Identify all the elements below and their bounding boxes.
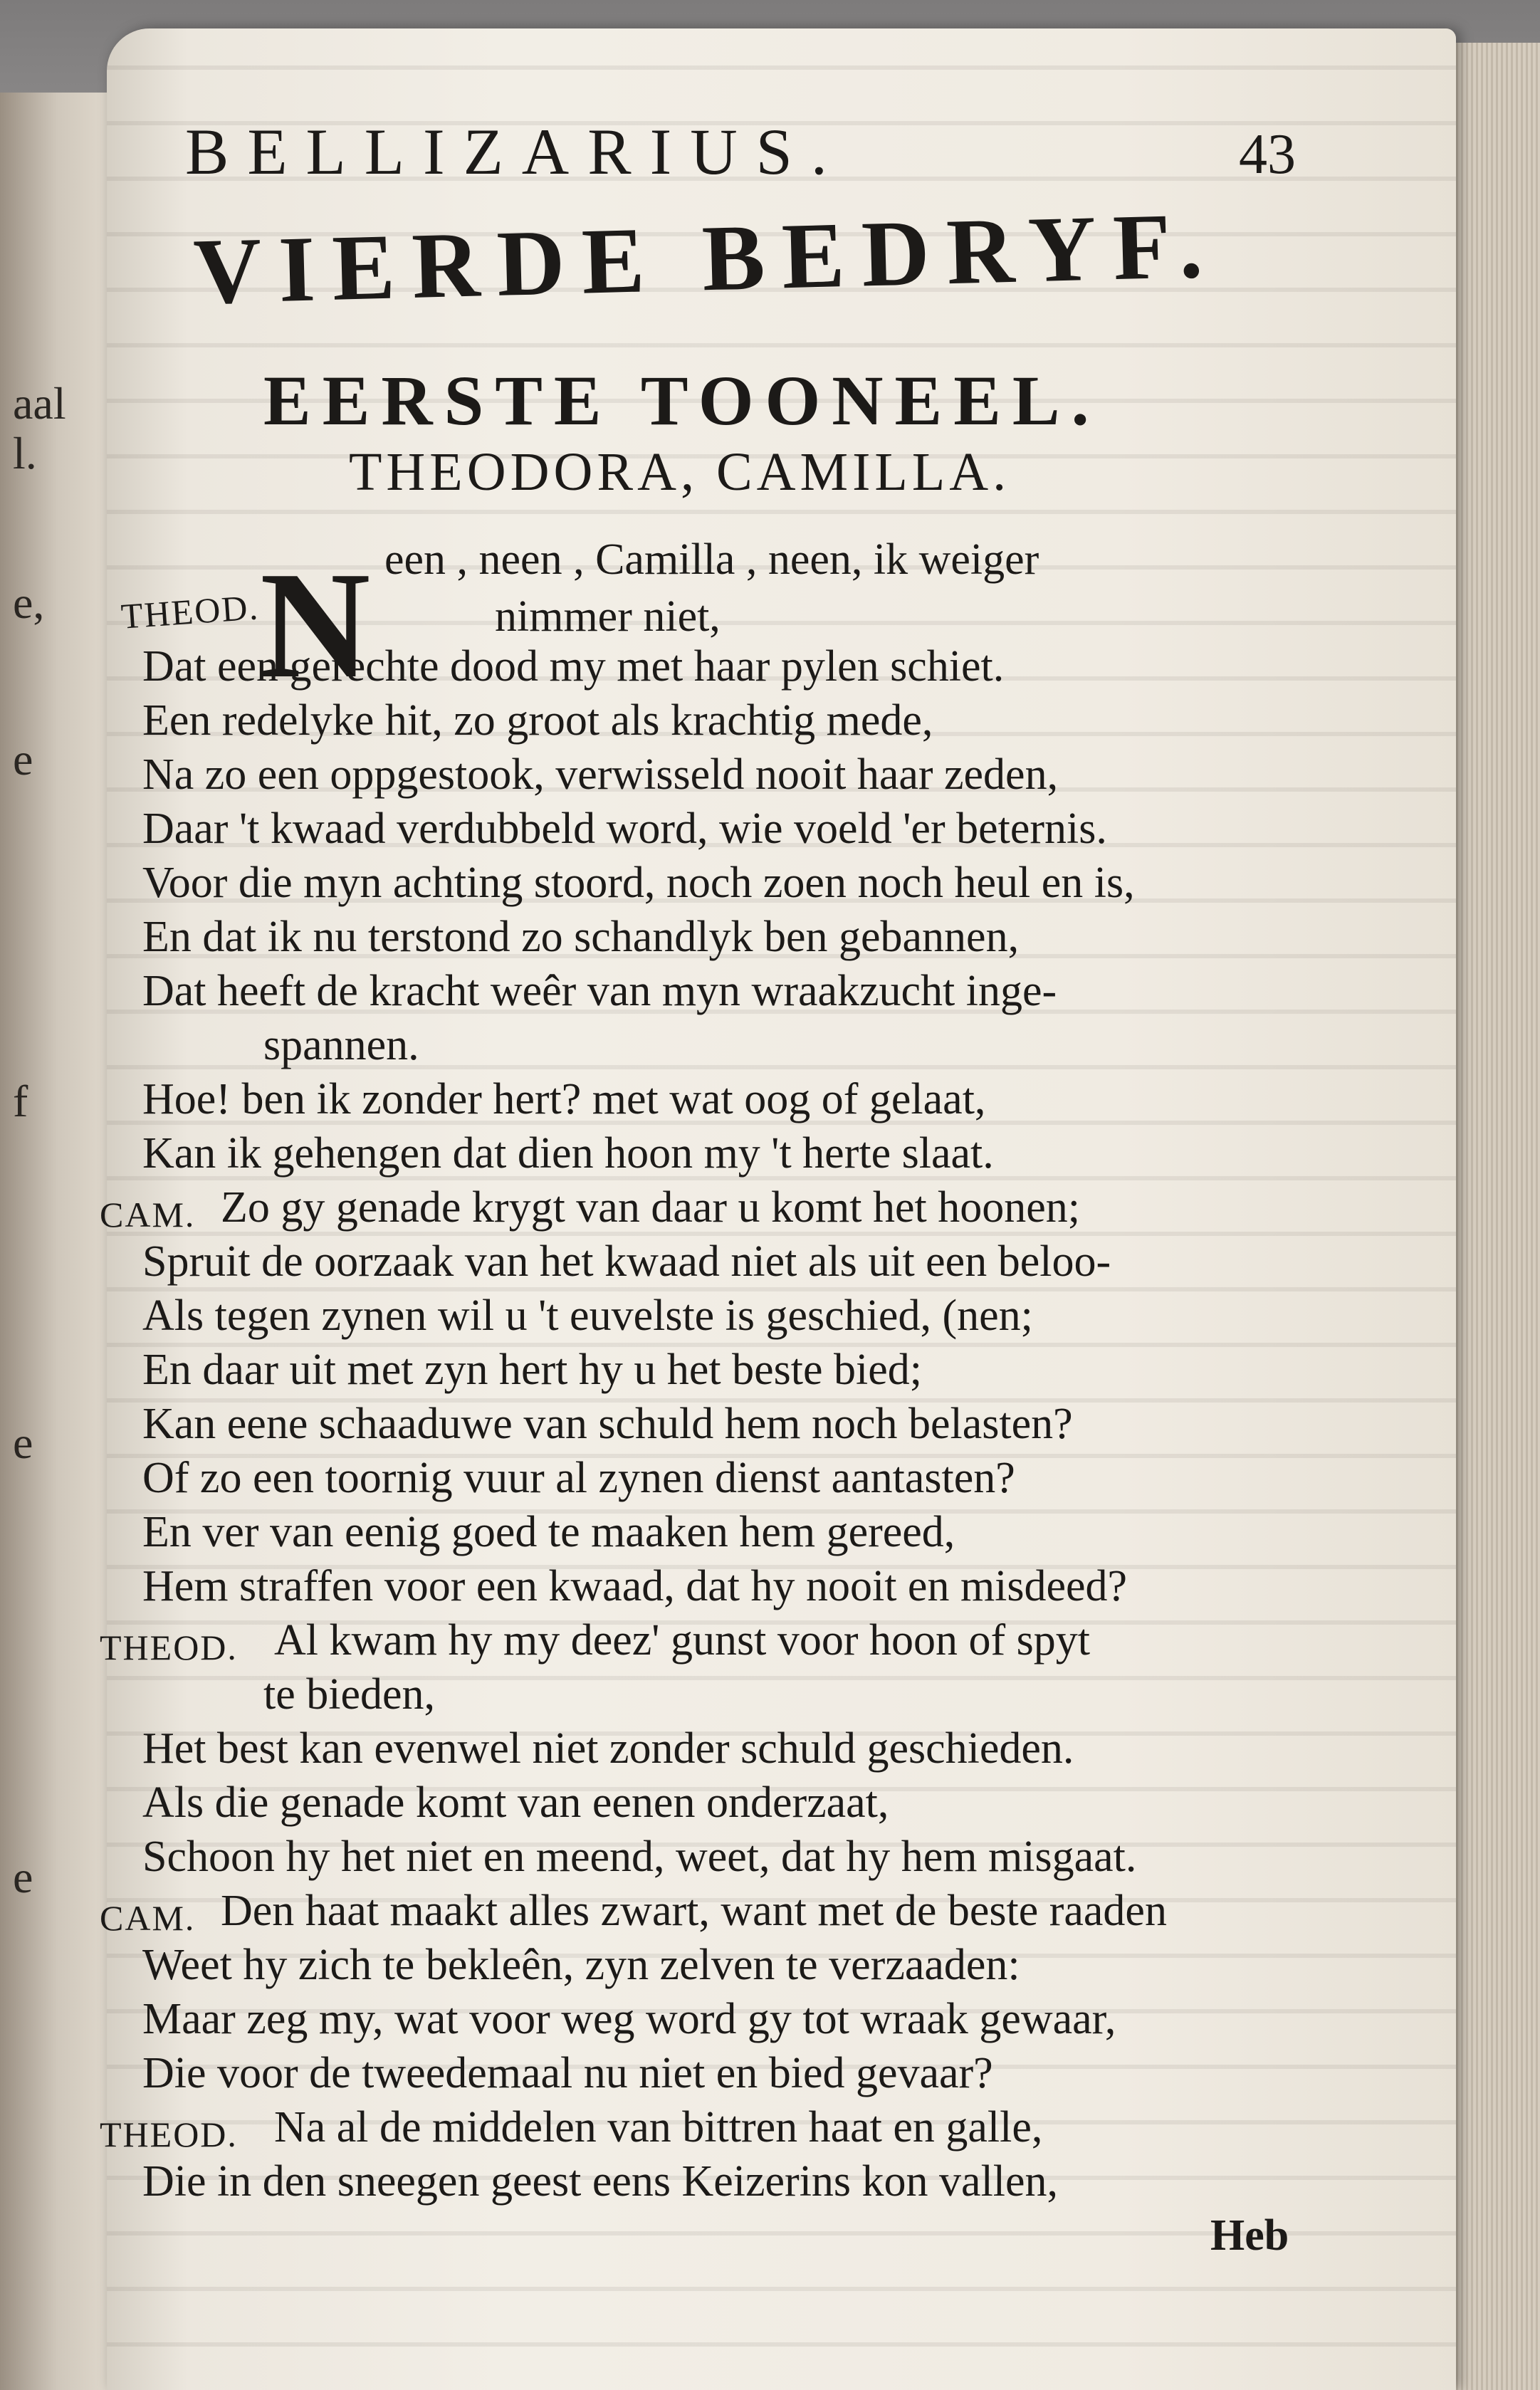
act-title: VIERDE BEDRYF. [192, 192, 1221, 324]
verse-line: Als tegen zynen wil u 't euvelste is geschied, (nen; [142, 1291, 1033, 1340]
left-page-fragment: e [13, 1852, 33, 1902]
verse-line: Een redelyke hit, zo groot als krachtig mede, [142, 696, 933, 745]
speaker-label: CAM. [100, 1195, 196, 1235]
verse-line: Spruit de oorzaak van het kwaad niet als uit een beloo- [142, 1237, 1111, 1286]
scene-title: EERSTE TOONEEL. [263, 361, 1101, 440]
verse-line: een , neen , Camilla , neen, ik weiger [384, 535, 1039, 584]
verse-line: Na al de middelen van bittren haat en galle, [274, 2103, 1043, 2151]
drop-cap: N [260, 540, 371, 710]
verse-line: Dat een gerechte dood my met haar pylen schiet. [142, 642, 1005, 691]
verse-line: te bieden, [263, 1670, 436, 1719]
speaker-label: THEOD. [100, 1628, 238, 1667]
catchword: Heb [1210, 2211, 1289, 2260]
left-page-fragment: e [13, 1417, 33, 1468]
verse-line: Die in den sneegen geest eens Keizerins kon vallen, [142, 2157, 1059, 2206]
verse-line: Hoe! ben ik zonder hert? met wat oog of gelaat, [142, 1075, 986, 1123]
verse-line: Al kwam hy my deez' gunst voor hoon of spyt [274, 1616, 1090, 1665]
speaker-label: THEOD. [120, 587, 261, 636]
verse-line: Als die genade komt van eenen onderzaat, [142, 1778, 889, 1827]
page-number: 43 [1239, 123, 1296, 186]
verse-line: Na zo een oppgestook, verwisseld nooit haar zeden, [142, 750, 1059, 799]
speaker-label: THEOD. [100, 2114, 238, 2154]
verse-line: Kan ik gehengen dat dien hoon my 't herte slaat. [142, 1129, 994, 1178]
verse-line: Zo gy genade krygt van daar u komt het hoonen; [221, 1183, 1080, 1232]
left-page-fragment: f [13, 1076, 28, 1126]
left-page-fragment: e, [13, 577, 45, 628]
left-page-fragment: l. [13, 428, 37, 478]
verse-line: Daar 't kwaad verdubbeld word, wie voeld 'er beternis. [142, 804, 1107, 853]
verse-line: spannen. [263, 1021, 419, 1069]
verse-line: Kan eene schaaduwe van schuld hem noch belasten? [142, 1400, 1073, 1448]
verse-line: Weet hy zich te bekleên, zyn zelven te verzaaden: [142, 1941, 1020, 1989]
character-list: THEODORA, CAMILLA. [349, 442, 1011, 502]
verse-line: Hem straffen voor een kwaad, dat hy nooit en misdeed? [142, 1562, 1128, 1610]
verse-line: Voor die myn achting stoord, noch zoen noch heul en is, [142, 859, 1135, 907]
verse-line: Dat heeft de kracht weêr van myn wraakzucht inge- [142, 967, 1057, 1015]
left-page-fragment: e [13, 734, 33, 785]
left-page-fragment: aal [13, 378, 66, 429]
verse-line: En ver van eenig goed te maaken hem gereed, [142, 1508, 955, 1556]
running-head: BELLIZARIUS. [185, 115, 846, 188]
verse-line: En dat ik nu terstond zo schandlyk ben gebannen, [142, 913, 1020, 961]
verse-line: Schoon hy het niet en meend, weet, dat hy hem misgaat. [142, 1833, 1137, 1881]
verse-line: Of zo een toornig vuur al zynen dienst aantasten? [142, 1454, 1015, 1502]
verse-line: Het best kan evenwel niet zonder schuld geschieden. [142, 1724, 1074, 1773]
verse-line: Maar zeg my, wat voor weg word gy tot wraak gewaar, [142, 1995, 1116, 2043]
speaker-label: CAM. [100, 1898, 196, 1938]
verse-line: nimmer niet, [495, 592, 721, 641]
verse-line: Den haat maakt alles zwart, want met de beste raaden [221, 1887, 1167, 1935]
verse-line: Die voor de tweedemaal nu niet en bied gevaar? [142, 2049, 993, 2097]
verse-line: En daar uit met zyn hert hy u het beste bied; [142, 1346, 922, 1394]
